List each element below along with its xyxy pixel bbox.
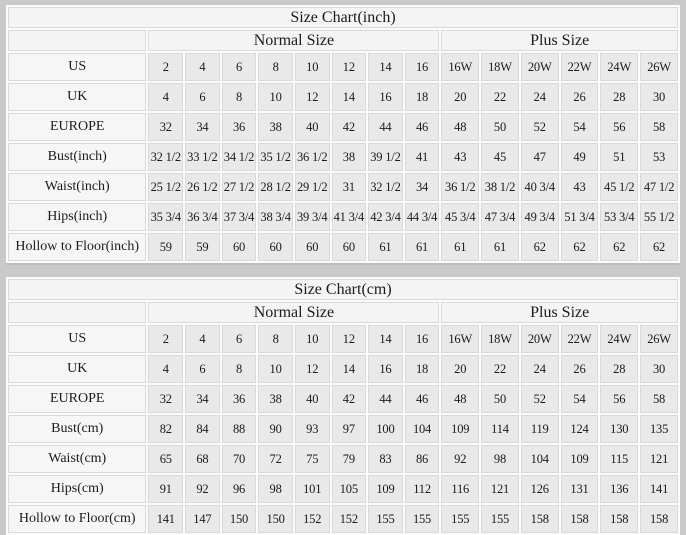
size-cell: 6 (185, 83, 220, 111)
size-cell: 4 (148, 83, 183, 111)
size-cell: 41 (405, 143, 440, 171)
size-cell: 28 1/2 (258, 173, 293, 201)
size-cell: 68 (185, 445, 220, 473)
size-cell: 30 (640, 355, 678, 383)
size-cell: 116 (441, 475, 479, 503)
size-cell: 84 (185, 415, 220, 443)
size-cell: 56 (600, 385, 638, 413)
size-cell: 60 (258, 233, 293, 261)
size-cell: 4 (148, 355, 183, 383)
size-cell: 32 1/2 (368, 173, 403, 201)
size-cell: 33 1/2 (185, 143, 220, 171)
size-cell: 20W (521, 325, 559, 353)
size-cell: 36 1/2 (295, 143, 330, 171)
size-cell: 62 (640, 233, 678, 261)
size-cell: 135 (640, 415, 678, 443)
size-cell: 40 (295, 113, 330, 141)
size-cell: 24 (521, 355, 559, 383)
size-cell: 96 (222, 475, 257, 503)
size-cell: 51 3/4 (561, 203, 599, 231)
size-cell: 124 (561, 415, 599, 443)
size-cell: 38 (332, 143, 367, 171)
size-cell: 47 (521, 143, 559, 171)
size-cell: 44 (368, 113, 403, 141)
size-cell: 44 (368, 385, 403, 413)
table-title-row (8, 7, 678, 28)
size-cell: 14 (368, 53, 403, 81)
size-cell: 62 (600, 233, 638, 261)
size-cell: 109 (368, 475, 403, 503)
size-cell: 50 (481, 385, 519, 413)
size-cell: 49 (561, 143, 599, 171)
size-cell: 109 (561, 445, 599, 473)
table-row (8, 355, 678, 383)
size-cell: 14 (368, 325, 403, 353)
row-label: US (8, 53, 146, 81)
table-row (8, 475, 678, 503)
table-row (8, 83, 678, 111)
size-cell: 22 (481, 355, 519, 383)
size-cell: 39 1/2 (368, 143, 403, 171)
size-chart-inch-section (6, 5, 682, 263)
size-cell: 115 (600, 445, 638, 473)
size-cell: 34 (405, 173, 440, 201)
size-cell: 131 (561, 475, 599, 503)
size-cell: 56 (600, 113, 638, 141)
size-cell: 8 (258, 325, 293, 353)
size-cell: 52 (521, 385, 559, 413)
size-cell: 38 (258, 385, 293, 413)
size-cell: 18 (405, 355, 440, 383)
size-cell: 22W (561, 325, 599, 353)
group-header: Plus Size (441, 30, 678, 51)
size-cell: 12 (295, 355, 330, 383)
size-cell: 42 3/4 (368, 203, 403, 231)
size-cell: 6 (222, 53, 257, 81)
size-cell: 4 (185, 325, 220, 353)
size-cell: 98 (481, 445, 519, 473)
size-cell: 22 (481, 83, 519, 111)
size-cell: 104 (521, 445, 559, 473)
size-cell: 18 (405, 83, 440, 111)
size-cell: 12 (295, 83, 330, 111)
size-cell: 155 (405, 505, 440, 533)
size-cell: 16 (368, 355, 403, 383)
size-cell: 119 (521, 415, 559, 443)
size-cell: 147 (185, 505, 220, 533)
table-title-row (8, 279, 678, 300)
table-row (8, 325, 678, 353)
table-title: Size Chart(inch) (8, 7, 678, 28)
size-cell: 46 (405, 113, 440, 141)
size-cell: 52 (521, 113, 559, 141)
size-cell: 86 (405, 445, 440, 473)
size-cell: 31 (332, 173, 367, 201)
table-title: Size Chart(cm) (8, 279, 678, 300)
size-cell: 158 (521, 505, 559, 533)
size-cell: 34 (185, 113, 220, 141)
size-cell: 54 (561, 385, 599, 413)
size-cell: 14 (332, 355, 367, 383)
size-cell: 32 (148, 113, 183, 141)
size-cell: 40 3/4 (521, 173, 559, 201)
size-cell: 70 (222, 445, 257, 473)
size-cell: 53 (640, 143, 678, 171)
size-cell: 34 (185, 385, 220, 413)
size-cell: 141 (640, 475, 678, 503)
size-cell: 59 (148, 233, 183, 261)
size-cell: 38 (258, 113, 293, 141)
size-cell: 48 (441, 113, 479, 141)
size-cell: 2 (148, 53, 183, 81)
corner-cell (8, 30, 146, 51)
size-cell: 24W (600, 325, 638, 353)
size-cell: 48 (441, 385, 479, 413)
row-label: Hips(inch) (8, 203, 146, 231)
size-cell: 27 1/2 (222, 173, 257, 201)
size-cell: 126 (521, 475, 559, 503)
size-cell: 36 1/2 (441, 173, 479, 201)
size-cell: 8 (222, 83, 257, 111)
row-label: Waist(inch) (8, 173, 146, 201)
size-cell: 62 (521, 233, 559, 261)
size-cell: 38 3/4 (258, 203, 293, 231)
size-cell: 60 (295, 233, 330, 261)
table-row (8, 445, 678, 473)
size-cell: 34 1/2 (222, 143, 257, 171)
size-cell: 6 (185, 355, 220, 383)
row-label: EUROPE (8, 113, 146, 141)
table-row (8, 173, 678, 201)
size-cell: 79 (332, 445, 367, 473)
size-cell: 26 (561, 83, 599, 111)
table-row (8, 143, 678, 171)
row-label: Hollow to Floor(inch) (8, 233, 146, 261)
size-cell: 150 (258, 505, 293, 533)
size-cell: 93 (295, 415, 330, 443)
size-cell: 20 (441, 355, 479, 383)
group-header: Normal Size (148, 302, 439, 323)
size-cell: 158 (640, 505, 678, 533)
size-cell: 28 (600, 83, 638, 111)
size-chart-cm-section (6, 277, 682, 535)
size-cell: 18W (481, 325, 519, 353)
size-cell: 121 (640, 445, 678, 473)
size-cell: 36 (222, 113, 257, 141)
group-header: Plus Size (441, 302, 678, 323)
size-cell: 97 (332, 415, 367, 443)
size-cell: 61 (405, 233, 440, 261)
corner-cell (8, 302, 146, 323)
row-label: Waist(cm) (8, 445, 146, 473)
table-row (8, 53, 678, 81)
size-cell: 45 1/2 (600, 173, 638, 201)
size-cell: 59 (185, 233, 220, 261)
size-cell: 42 (332, 385, 367, 413)
size-cell: 72 (258, 445, 293, 473)
table-row (8, 385, 678, 413)
size-cell: 12 (332, 53, 367, 81)
size-cell: 29 1/2 (295, 173, 330, 201)
size-cell: 26 1/2 (185, 173, 220, 201)
size-cell: 45 (481, 143, 519, 171)
size-cell: 44 3/4 (405, 203, 440, 231)
size-cell: 105 (332, 475, 367, 503)
size-cell: 82 (148, 415, 183, 443)
size-cell: 49 3/4 (521, 203, 559, 231)
size-cell: 101 (295, 475, 330, 503)
size-cell: 158 (600, 505, 638, 533)
size-cell: 58 (640, 113, 678, 141)
size-cell: 25 1/2 (148, 173, 183, 201)
size-cell: 152 (295, 505, 330, 533)
row-label: US (8, 325, 146, 353)
table-row (8, 113, 678, 141)
size-cell: 32 1/2 (148, 143, 183, 171)
size-cell: 16 (405, 325, 440, 353)
size-cell: 46 (405, 385, 440, 413)
size-cell: 4 (185, 53, 220, 81)
table-row (8, 415, 678, 443)
size-cell: 14 (332, 83, 367, 111)
size-cell: 155 (441, 505, 479, 533)
size-cell: 114 (481, 415, 519, 443)
size-cell: 38 1/2 (481, 173, 519, 201)
size-cell: 112 (405, 475, 440, 503)
size-cell: 61 (441, 233, 479, 261)
row-label: UK (8, 83, 146, 111)
size-cell: 12 (332, 325, 367, 353)
size-cell: 58 (640, 385, 678, 413)
size-cell: 35 1/2 (258, 143, 293, 171)
size-cell: 32 (148, 385, 183, 413)
size-cell: 42 (332, 113, 367, 141)
size-cell: 40 (295, 385, 330, 413)
size-cell: 60 (332, 233, 367, 261)
size-cell: 51 (600, 143, 638, 171)
size-cell: 22W (561, 53, 599, 81)
size-cell: 121 (481, 475, 519, 503)
size-cell: 26W (640, 325, 678, 353)
size-cell: 92 (441, 445, 479, 473)
size-cell: 92 (185, 475, 220, 503)
size-cell: 26 (561, 355, 599, 383)
size-cell: 16 (405, 53, 440, 81)
size-cell: 35 3/4 (148, 203, 183, 231)
size-cell: 43 (441, 143, 479, 171)
size-cell: 152 (332, 505, 367, 533)
size-cell: 61 (481, 233, 519, 261)
size-cell: 54 (561, 113, 599, 141)
size-cell: 60 (222, 233, 257, 261)
row-label: Bust(inch) (8, 143, 146, 171)
size-cell: 61 (368, 233, 403, 261)
size-cell: 16W (441, 53, 479, 81)
row-label: Bust(cm) (8, 415, 146, 443)
row-label: UK (8, 355, 146, 383)
size-cell: 24 (521, 83, 559, 111)
size-cell: 36 3/4 (185, 203, 220, 231)
size-cell: 6 (222, 325, 257, 353)
size-cell: 83 (368, 445, 403, 473)
size-cell: 43 (561, 173, 599, 201)
row-label: Hollow to Floor(cm) (8, 505, 146, 533)
size-cell: 158 (561, 505, 599, 533)
size-cell: 41 3/4 (332, 203, 367, 231)
row-label: Hips(cm) (8, 475, 146, 503)
size-cell: 16W (441, 325, 479, 353)
size-cell: 141 (148, 505, 183, 533)
size-cell: 53 3/4 (600, 203, 638, 231)
size-cell: 62 (561, 233, 599, 261)
size-cell: 30 (640, 83, 678, 111)
size-cell: 10 (258, 83, 293, 111)
size-cell: 2 (148, 325, 183, 353)
size-cell: 90 (258, 415, 293, 443)
size-cell: 109 (441, 415, 479, 443)
size-cell: 18W (481, 53, 519, 81)
size-cell: 155 (481, 505, 519, 533)
size-cell: 155 (368, 505, 403, 533)
size-cell: 39 3/4 (295, 203, 330, 231)
size-cell: 88 (222, 415, 257, 443)
size-cell: 65 (148, 445, 183, 473)
size-cell: 98 (258, 475, 293, 503)
table-row (8, 203, 678, 231)
size-cell: 104 (405, 415, 440, 443)
size-cell: 8 (222, 355, 257, 383)
size-cell: 47 3/4 (481, 203, 519, 231)
size-cell: 24W (600, 53, 638, 81)
size-cell: 45 3/4 (441, 203, 479, 231)
table-row (8, 505, 678, 533)
size-cell: 50 (481, 113, 519, 141)
size-cell: 75 (295, 445, 330, 473)
group-header: Normal Size (148, 30, 439, 51)
size-cell: 10 (258, 355, 293, 383)
table-row (8, 233, 678, 261)
size-cell: 28 (600, 355, 638, 383)
group-header-row (8, 302, 678, 323)
size-cell: 8 (258, 53, 293, 81)
size-cell: 150 (222, 505, 257, 533)
size-cell: 47 1/2 (640, 173, 678, 201)
size-cell: 36 (222, 385, 257, 413)
size-cell: 10 (295, 53, 330, 81)
size-chart-cm-table (6, 277, 680, 535)
size-cell: 130 (600, 415, 638, 443)
size-cell: 20W (521, 53, 559, 81)
group-header-row (8, 30, 678, 51)
size-chart-inch-table (6, 5, 680, 263)
size-cell: 136 (600, 475, 638, 503)
size-cell: 91 (148, 475, 183, 503)
row-label: EUROPE (8, 385, 146, 413)
size-cell: 37 3/4 (222, 203, 257, 231)
size-cell: 16 (368, 83, 403, 111)
size-cell: 10 (295, 325, 330, 353)
size-cell: 100 (368, 415, 403, 443)
size-cell: 20 (441, 83, 479, 111)
size-cell: 55 1/2 (640, 203, 678, 231)
size-cell: 26W (640, 53, 678, 81)
